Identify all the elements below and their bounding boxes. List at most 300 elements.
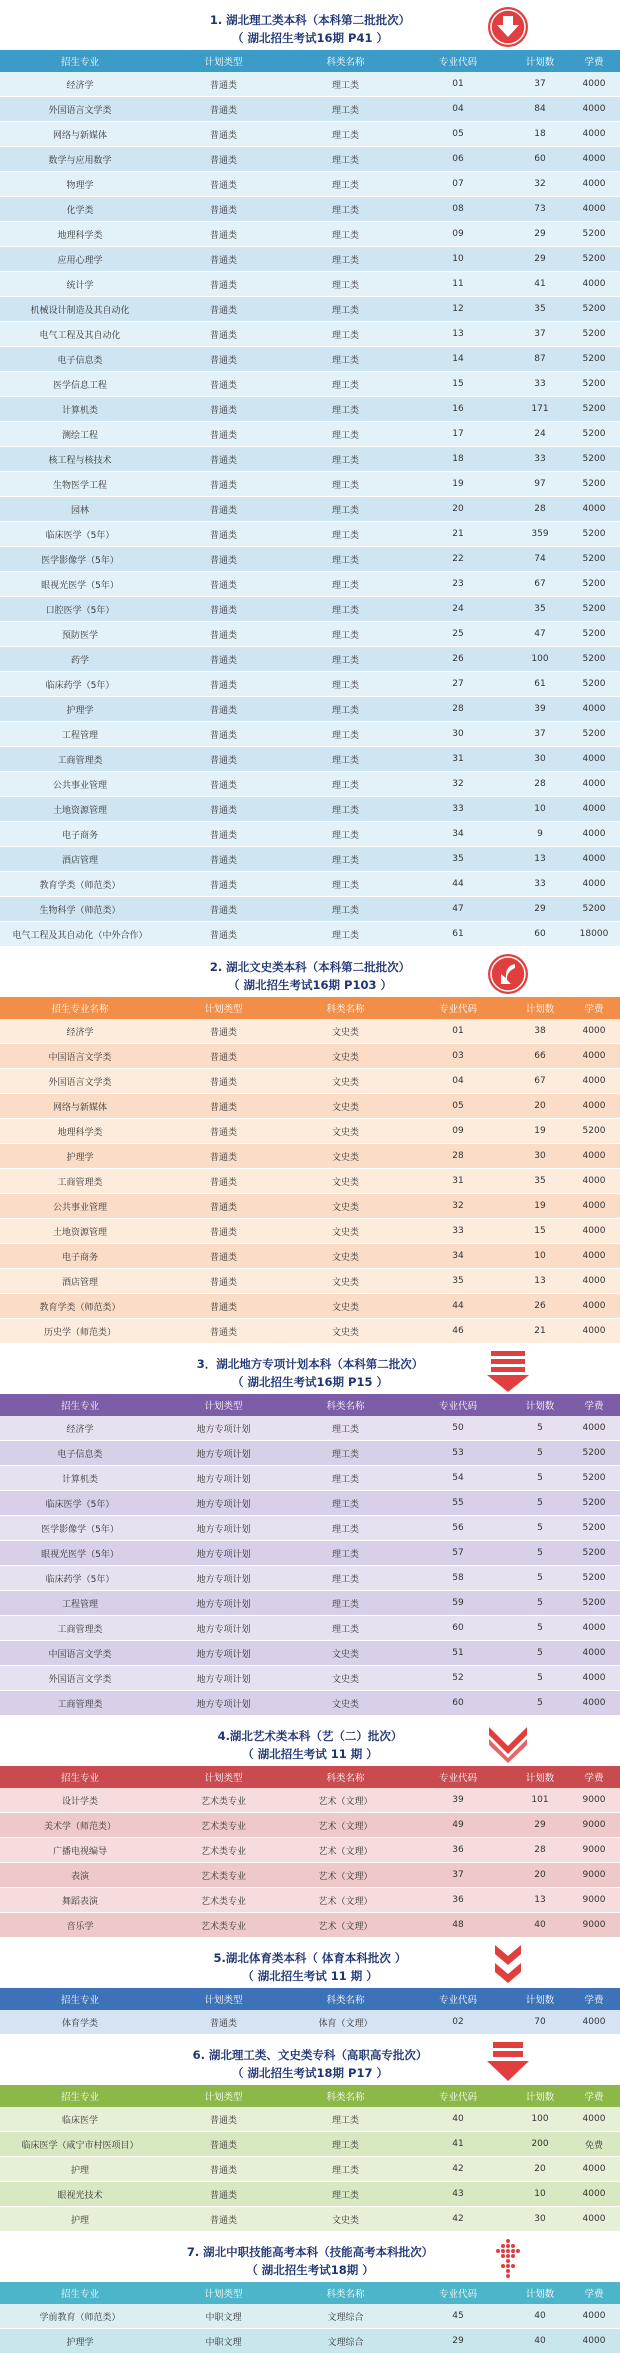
- major-cell: 工商管理类: [0, 1616, 160, 1641]
- major-cell: 外国语言文学类: [0, 97, 160, 122]
- major-cell: 广播电视编导: [0, 1838, 160, 1863]
- category-cell: 理工类: [287, 322, 404, 347]
- section-title-line1: 7. 湖北中职技能高考本科（技能高考本科批次）: [186, 2245, 434, 2259]
- major-code-cell: 14: [404, 347, 512, 372]
- table-row: [0, 772, 620, 797]
- table-row: [0, 622, 620, 647]
- plan-count-cell: 30: [512, 2207, 568, 2232]
- major-code-cell: 36: [404, 1888, 512, 1913]
- plan-type-cell: 普通类: [160, 2182, 287, 2207]
- major-cell: 工程管理: [0, 722, 160, 747]
- plan-type-cell: 普通类: [160, 272, 287, 297]
- tuition-cell: 4000: [568, 1219, 620, 1244]
- column-header: 科类名称: [326, 2289, 365, 2300]
- column-header: 专业代码: [438, 2092, 477, 2103]
- plan-type-cell: 普通类: [160, 747, 287, 772]
- column-header: 学费: [584, 1004, 604, 1015]
- major-cell: 中国语言文学类: [0, 1044, 160, 1069]
- tuition-cell: 4000: [568, 1666, 620, 1691]
- category-cell: 文史类: [287, 1019, 404, 1044]
- category-cell: 文史类: [287, 2207, 404, 2232]
- category-cell: 艺术（文理）: [287, 1863, 404, 1888]
- tuition-cell: 4000: [568, 2329, 620, 2354]
- plan-type-cell: 普通类: [160, 1119, 287, 1144]
- table-row: [0, 422, 620, 447]
- plan-count-cell: 29: [512, 1813, 568, 1838]
- table-row: [0, 822, 620, 847]
- table-row: [0, 1566, 620, 1591]
- plan-type-cell: 普通类: [160, 397, 287, 422]
- plan-count-cell: 5: [512, 1516, 568, 1541]
- plan-type-cell: 普通类: [160, 897, 287, 922]
- category-cell: 文史类: [287, 1666, 404, 1691]
- plan-type-cell: 普通类: [160, 2207, 287, 2232]
- section-title: [0, 1716, 620, 1766]
- major-code-cell: 53: [404, 1441, 512, 1466]
- category-cell: 理工类: [287, 672, 404, 697]
- major-code-cell: 16: [404, 397, 512, 422]
- major-cell: 临床药学（5年）: [0, 1566, 160, 1591]
- category-cell: 理工类: [287, 197, 404, 222]
- major-cell: 医学信息工程: [0, 372, 160, 397]
- column-header: 科类名称: [326, 1773, 365, 1784]
- major-code-cell: 33: [404, 1219, 512, 1244]
- plan-type-cell: 地方专项计划: [160, 1666, 287, 1691]
- table-row: [0, 647, 620, 672]
- major-code-cell: 03: [404, 1044, 512, 1069]
- tuition-cell: 9000: [568, 1888, 620, 1913]
- tuition-cell: 5200: [568, 522, 620, 547]
- tuition-cell: 4000: [568, 1069, 620, 1094]
- tuition-cell: 4000: [568, 147, 620, 172]
- column-header: 专业代码: [438, 57, 477, 68]
- plan-count-cell: 87: [512, 347, 568, 372]
- plan-type-cell: 普通类: [160, 1194, 287, 1219]
- plan-count-cell: 13: [512, 1888, 568, 1913]
- table-row: [0, 147, 620, 172]
- section-5: [0, 1938, 620, 2035]
- category-cell: 文史类: [287, 1691, 404, 1716]
- plan-type-cell: 中职文理: [160, 2329, 287, 2354]
- plan-count-cell: 20: [512, 1094, 568, 1119]
- major-cell: 体育学类: [0, 2010, 160, 2035]
- tuition-cell: 4000: [568, 1416, 620, 1441]
- category-cell: 理工类: [287, 1416, 404, 1441]
- major-cell: 地理科学类: [0, 1119, 160, 1144]
- tuition-cell: 4000: [568, 72, 620, 97]
- table-row: [0, 597, 620, 622]
- table-row: [0, 522, 620, 547]
- major-cell: 护理学: [0, 1144, 160, 1169]
- plan-type-cell: 普通类: [160, 1219, 287, 1244]
- category-cell: 理工类: [287, 847, 404, 872]
- plan-type-cell: 普通类: [160, 1019, 287, 1044]
- category-cell: 理工类: [287, 1466, 404, 1491]
- table-header-row: [0, 1988, 620, 2010]
- section-7: [0, 2232, 620, 2354]
- major-code-cell: 29: [404, 2329, 512, 2354]
- tuition-cell: 4000: [568, 172, 620, 197]
- major-code-cell: 34: [404, 822, 512, 847]
- table-row: [0, 222, 620, 247]
- tuition-cell: 4000: [568, 497, 620, 522]
- column-header: 招生专业: [60, 2092, 99, 2103]
- major-cell: 计算机类: [0, 397, 160, 422]
- category-cell: 理工类: [287, 422, 404, 447]
- table-row: [0, 572, 620, 597]
- column-header: 计划数: [525, 2092, 555, 2103]
- tuition-cell: 5200: [568, 447, 620, 472]
- plan-count-cell: 101: [512, 1788, 568, 1813]
- plan-count-cell: 97: [512, 472, 568, 497]
- category-cell: 文史类: [287, 1269, 404, 1294]
- category-cell: 文史类: [287, 1119, 404, 1144]
- major-cell: 临床医学（咸宁市村医项目）: [0, 2132, 160, 2157]
- table-row: [0, 372, 620, 397]
- tuition-cell: 4000: [568, 847, 620, 872]
- major-cell: 酒店管理: [0, 847, 160, 872]
- tuition-cell: 9000: [568, 1788, 620, 1813]
- major-code-cell: 06: [404, 147, 512, 172]
- section-title-line2: （ 湖北招生考试 11 期 ）: [242, 1969, 378, 1983]
- tuition-cell: 5200: [568, 372, 620, 397]
- category-cell: 文史类: [287, 1319, 404, 1344]
- table-row: [0, 1666, 620, 1691]
- plan-type-cell: 普通类: [160, 347, 287, 372]
- major-code-cell: 32: [404, 772, 512, 797]
- table-row: [0, 1541, 620, 1566]
- major-cell: 工商管理类: [0, 1169, 160, 1194]
- circle-curved-arrow-icon: [481, 952, 535, 996]
- major-cell: 经济学: [0, 72, 160, 97]
- plan-count-cell: 66: [512, 1044, 568, 1069]
- plan-type-cell: 地方专项计划: [160, 1591, 287, 1616]
- major-code-cell: 50: [404, 1416, 512, 1441]
- plan-count-cell: 61: [512, 672, 568, 697]
- table-row: [0, 747, 620, 772]
- major-cell: 核工程与核技术: [0, 447, 160, 472]
- major-code-cell: 48: [404, 1913, 512, 1938]
- tuition-cell: 4000: [568, 1641, 620, 1666]
- column-header: 学费: [584, 1401, 604, 1412]
- major-code-cell: 45: [404, 2304, 512, 2329]
- plan-type-cell: 地方专项计划: [160, 1416, 287, 1441]
- major-cell: 经济学: [0, 1019, 160, 1044]
- major-code-cell: 04: [404, 1069, 512, 1094]
- table-row: [0, 1788, 620, 1813]
- column-header: 专业代码: [438, 1773, 477, 1784]
- section-title-line2: （ 湖北招生考试16期 P103 ）: [228, 978, 392, 992]
- plan-count-cell: 171: [512, 397, 568, 422]
- column-header: 学费: [584, 2092, 604, 2103]
- section-title-line1: 5.湖北体育类本科（ 体育本科批次 ）: [213, 1951, 407, 1965]
- column-header: 计划数: [525, 1401, 555, 1412]
- plan-type-cell: 普通类: [160, 422, 287, 447]
- category-cell: 理工类: [287, 1591, 404, 1616]
- tuition-cell: 5200: [568, 672, 620, 697]
- plan-type-cell: 普通类: [160, 547, 287, 572]
- category-cell: 艺术（文理）: [287, 1788, 404, 1813]
- major-cell: 眼视光医学（5年）: [0, 572, 160, 597]
- table-row: [0, 97, 620, 122]
- category-cell: 理工类: [287, 1516, 404, 1541]
- column-header: 科类名称: [326, 1401, 365, 1412]
- major-cell: 中国语言文学类: [0, 1641, 160, 1666]
- plan-type-cell: 普通类: [160, 197, 287, 222]
- table-row: [0, 1219, 620, 1244]
- plan-type-cell: 普通类: [160, 722, 287, 747]
- major-code-cell: 58: [404, 1566, 512, 1591]
- tuition-cell: 5200: [568, 347, 620, 372]
- tuition-cell: 5200: [568, 1591, 620, 1616]
- plan-type-cell: 普通类: [160, 322, 287, 347]
- column-header: 招生专业名称: [51, 1004, 109, 1015]
- category-cell: 文史类: [287, 1044, 404, 1069]
- table-row: [0, 872, 620, 897]
- major-code-cell: 04: [404, 97, 512, 122]
- table-row: [0, 1691, 620, 1716]
- major-code-cell: 13: [404, 322, 512, 347]
- tuition-cell: 4000: [568, 2010, 620, 2035]
- major-code-cell: 10: [404, 247, 512, 272]
- section-title-line2: （ 湖北招生考试18期 P17 ）: [232, 2066, 388, 2080]
- major-code-cell: 33: [404, 797, 512, 822]
- column-header: 招生专业: [60, 2289, 99, 2300]
- category-cell: 理工类: [287, 1491, 404, 1516]
- plan-count-cell: 19: [512, 1194, 568, 1219]
- plan-type-cell: 普通类: [160, 1294, 287, 1319]
- major-cell: 公共事业管理: [0, 1194, 160, 1219]
- plan-count-cell: 60: [512, 922, 568, 947]
- plan-type-cell: 艺术类专业: [160, 1838, 287, 1863]
- plan-type-cell: 普通类: [160, 247, 287, 272]
- major-code-cell: 24: [404, 597, 512, 622]
- dotted-diamond-down-icon: [481, 2237, 535, 2281]
- tuition-cell: 4000: [568, 1044, 620, 1069]
- plan-count-cell: 26: [512, 1294, 568, 1319]
- plan-table: [0, 1766, 620, 1938]
- plan-type-cell: 普通类: [160, 847, 287, 872]
- plan-count-cell: 40: [512, 2329, 568, 2354]
- table-row: [0, 1294, 620, 1319]
- major-code-cell: 56: [404, 1516, 512, 1541]
- plan-type-cell: 普通类: [160, 1094, 287, 1119]
- major-code-cell: 46: [404, 1319, 512, 1344]
- table-row: [0, 1144, 620, 1169]
- table-row: [0, 922, 620, 947]
- plan-type-cell: 普通类: [160, 472, 287, 497]
- category-cell: 理工类: [287, 247, 404, 272]
- category-cell: 文史类: [287, 1244, 404, 1269]
- plan-count-cell: 5: [512, 1591, 568, 1616]
- major-cell: 测绘工程: [0, 422, 160, 447]
- column-header: 学费: [584, 2289, 604, 2300]
- major-code-cell: 42: [404, 2157, 512, 2182]
- tuition-cell: 4000: [568, 1169, 620, 1194]
- table-row: [0, 247, 620, 272]
- section-title-line2: （ 湖北招生考试16期 P41 ）: [232, 31, 388, 45]
- table-row: [0, 1416, 620, 1441]
- tuition-cell: 5200: [568, 722, 620, 747]
- plan-count-cell: 32: [512, 172, 568, 197]
- tuition-cell: 9000: [568, 1813, 620, 1838]
- category-cell: 理工类: [287, 297, 404, 322]
- tuition-cell: 4000: [568, 1244, 620, 1269]
- major-code-cell: 05: [404, 122, 512, 147]
- major-code-cell: 05: [404, 1094, 512, 1119]
- major-code-cell: 09: [404, 222, 512, 247]
- section-title-line1: 1. 湖北理工类本科（本科第二批批次）: [209, 13, 411, 27]
- major-cell: 预防医学: [0, 622, 160, 647]
- major-code-cell: 49: [404, 1813, 512, 1838]
- major-code-cell: 60: [404, 1616, 512, 1641]
- tuition-cell: 4000: [568, 2107, 620, 2132]
- tuition-cell: 9000: [568, 1838, 620, 1863]
- major-code-cell: 19: [404, 472, 512, 497]
- tuition-cell: 4000: [568, 97, 620, 122]
- plan-count-cell: 5: [512, 1441, 568, 1466]
- table-row: [0, 1319, 620, 1344]
- plan-count-cell: 38: [512, 1019, 568, 1044]
- table-row: [0, 2157, 620, 2182]
- table-row: [0, 1641, 620, 1666]
- tuition-cell: 4000: [568, 1616, 620, 1641]
- table-row: [0, 1019, 620, 1044]
- plan-count-cell: 100: [512, 647, 568, 672]
- tuition-cell: 4000: [568, 822, 620, 847]
- plan-type-cell: 普通类: [160, 872, 287, 897]
- plan-count-cell: 84: [512, 97, 568, 122]
- section-title: [0, 2035, 620, 2085]
- tuition-cell: 5200: [568, 572, 620, 597]
- plan-type-cell: 普通类: [160, 2107, 287, 2132]
- category-cell: 理工类: [287, 872, 404, 897]
- plan-table: [0, 2282, 620, 2354]
- plan-count-cell: 10: [512, 1244, 568, 1269]
- tuition-cell: 5200: [568, 897, 620, 922]
- major-cell: 口腔医学（5年）: [0, 597, 160, 622]
- column-header: 招生专业: [60, 1401, 99, 1412]
- plan-type-cell: 普通类: [160, 222, 287, 247]
- tuition-cell: 4000: [568, 1094, 620, 1119]
- plan-count-cell: 20: [512, 1863, 568, 1888]
- section-title-line1: 4.湖北艺术类本科（艺（二）批次）: [217, 1729, 403, 1743]
- plan-type-cell: 地方专项计划: [160, 1566, 287, 1591]
- major-cell: 网络与新媒体: [0, 1094, 160, 1119]
- tuition-cell: 5200: [568, 397, 620, 422]
- category-cell: 理工类: [287, 697, 404, 722]
- plan-count-cell: 35: [512, 297, 568, 322]
- major-cell: 教育学类（师范类）: [0, 872, 160, 897]
- category-cell: 理工类: [287, 147, 404, 172]
- category-cell: 理工类: [287, 2182, 404, 2207]
- section-title: [0, 0, 620, 50]
- plan-count-cell: 5: [512, 1416, 568, 1441]
- section-title-line1: 2. 湖北文史类本科（本科第二批批次）: [209, 960, 411, 974]
- plan-count-cell: 13: [512, 847, 568, 872]
- major-cell: 眼视光技术: [0, 2182, 160, 2207]
- column-header: 科类名称: [326, 1995, 365, 2006]
- major-cell: 临床医学（5年）: [0, 522, 160, 547]
- tuition-cell: 4000: [568, 197, 620, 222]
- category-cell: 理工类: [287, 772, 404, 797]
- plan-count-cell: 10: [512, 797, 568, 822]
- category-cell: 文理综合: [287, 2329, 404, 2354]
- section-6: [0, 2035, 620, 2232]
- table-row: [0, 2207, 620, 2232]
- tuition-cell: 9000: [568, 1863, 620, 1888]
- table-row: [0, 1591, 620, 1616]
- plan-type-cell: 普通类: [160, 72, 287, 97]
- plan-type-cell: 艺术类专业: [160, 1913, 287, 1938]
- table-row: [0, 1888, 620, 1913]
- plan-count-cell: 9: [512, 822, 568, 847]
- plan-count-cell: 33: [512, 872, 568, 897]
- dotted-chevron-down-icon: [481, 1721, 535, 1765]
- tuition-cell: 4000: [568, 1691, 620, 1716]
- table-row: [0, 197, 620, 222]
- tuition-cell: 5200: [568, 1491, 620, 1516]
- plan-count-cell: 200: [512, 2132, 568, 2157]
- plan-count-cell: 33: [512, 372, 568, 397]
- plan-count-cell: 5: [512, 1616, 568, 1641]
- major-cell: 地理科学类: [0, 222, 160, 247]
- plan-type-cell: 普通类: [160, 447, 287, 472]
- major-cell: 土地资源管理: [0, 797, 160, 822]
- plan-type-cell: 地方专项计划: [160, 1541, 287, 1566]
- table-row: [0, 2304, 620, 2329]
- major-code-cell: 26: [404, 647, 512, 672]
- plan-type-cell: 普通类: [160, 1319, 287, 1344]
- major-cell: 园林: [0, 497, 160, 522]
- tuition-cell: 4000: [568, 2304, 620, 2329]
- plan-table: [0, 997, 620, 1344]
- category-cell: 理工类: [287, 72, 404, 97]
- major-code-cell: 44: [404, 1294, 512, 1319]
- plan-count-cell: 30: [512, 747, 568, 772]
- plan-count-cell: 73: [512, 197, 568, 222]
- category-cell: 理工类: [287, 1441, 404, 1466]
- major-code-cell: 12: [404, 297, 512, 322]
- plan-count-cell: 15: [512, 1219, 568, 1244]
- category-cell: 文理综合: [287, 2304, 404, 2329]
- major-cell: 医学影像学（5年）: [0, 547, 160, 572]
- table-row: [0, 672, 620, 697]
- major-cell: 临床医学（5年）: [0, 1491, 160, 1516]
- plan-type-cell: 普通类: [160, 522, 287, 547]
- category-cell: 理工类: [287, 922, 404, 947]
- tuition-cell: 4000: [568, 1294, 620, 1319]
- category-cell: 文史类: [287, 1169, 404, 1194]
- table-row: [0, 497, 620, 522]
- tuition-cell: 5200: [568, 1441, 620, 1466]
- category-cell: 理工类: [287, 1616, 404, 1641]
- plan-count-cell: 28: [512, 497, 568, 522]
- plan-count-cell: 67: [512, 572, 568, 597]
- major-code-cell: 39: [404, 1788, 512, 1813]
- major-cell: 生物科学（师范类）: [0, 897, 160, 922]
- tuition-cell: 4000: [568, 1144, 620, 1169]
- table-header-row: [0, 1394, 620, 1416]
- plan-type-cell: 地方专项计划: [160, 1616, 287, 1641]
- category-cell: 文史类: [287, 1294, 404, 1319]
- plan-type-cell: 普通类: [160, 772, 287, 797]
- category-cell: 理工类: [287, 572, 404, 597]
- plan-count-cell: 29: [512, 222, 568, 247]
- plan-type-cell: 普通类: [160, 372, 287, 397]
- section-3: [0, 1344, 620, 1716]
- table-header-row: [0, 2282, 620, 2304]
